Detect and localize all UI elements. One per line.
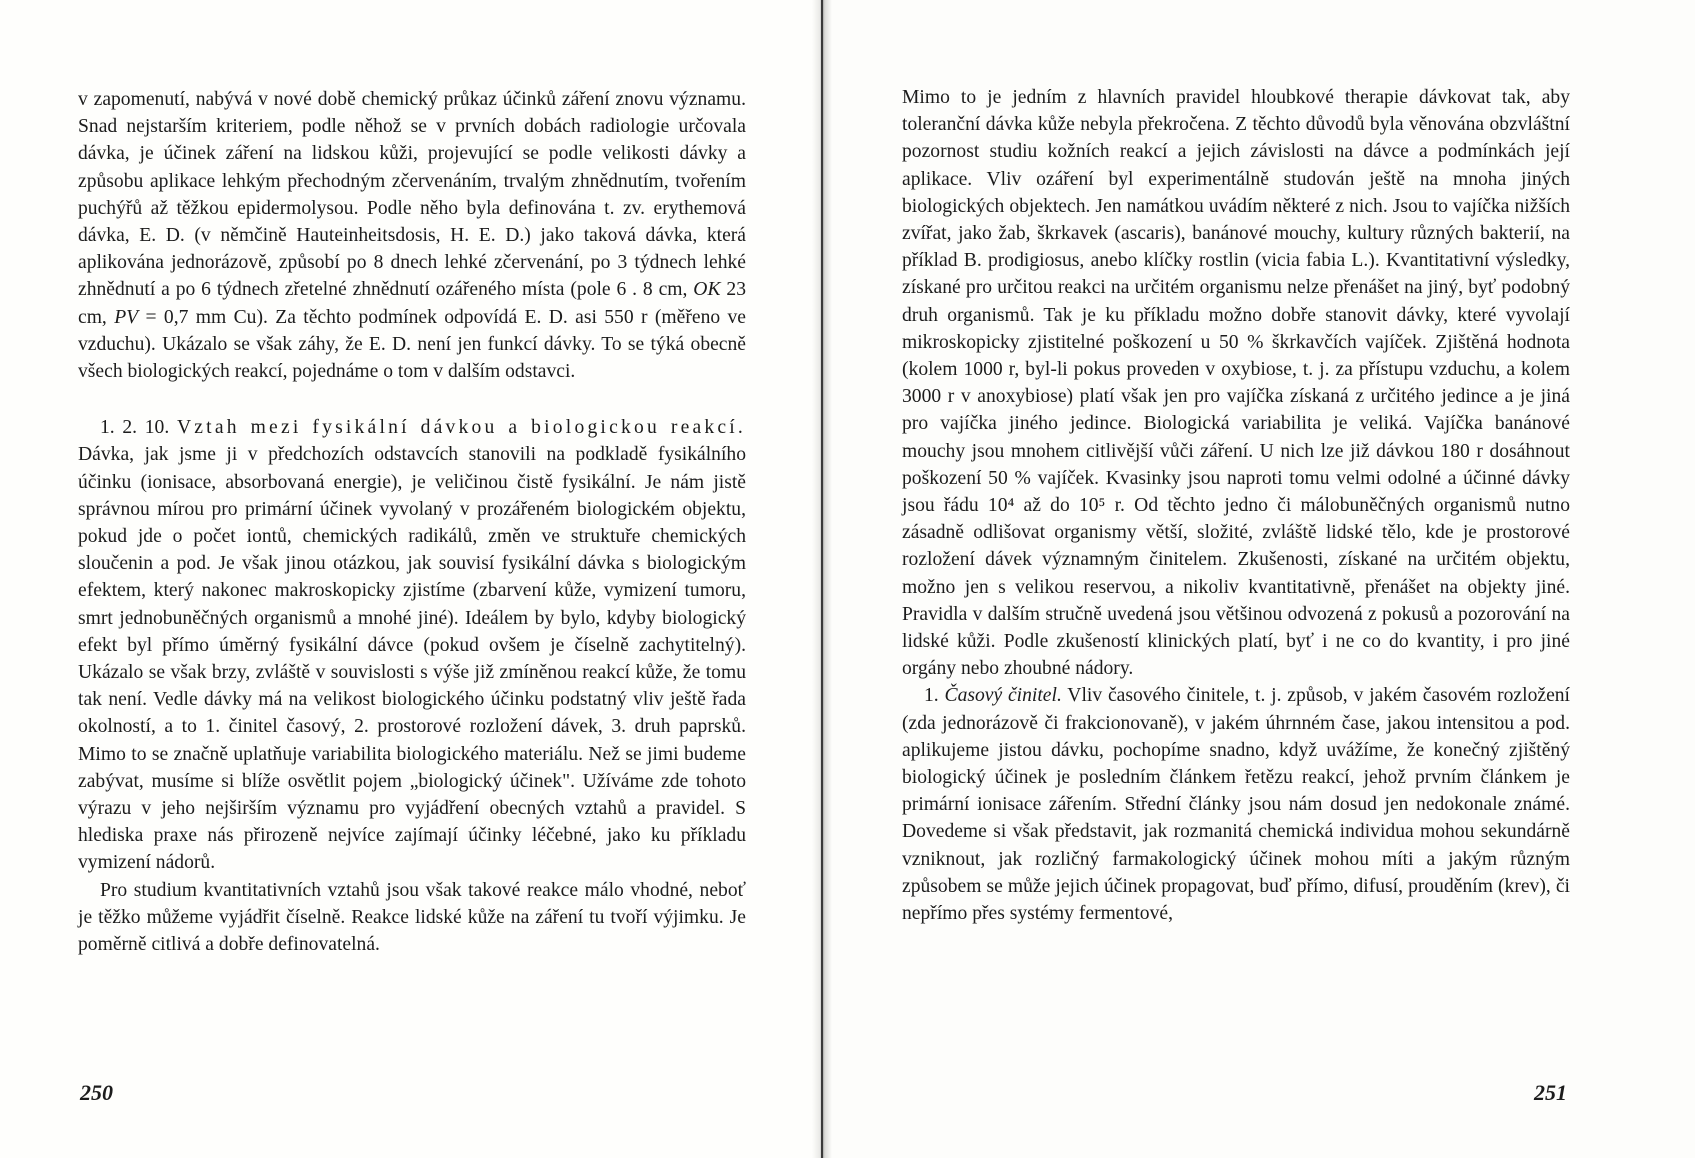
paragraph bbox=[78, 86, 746, 385]
section-heading: Vztah mezi fysikální dávkou a biologickou reakcí. bbox=[176, 417, 747, 439]
page-number: 250 bbox=[80, 1080, 113, 1105]
text-segment: 1. 2. 10. bbox=[100, 417, 177, 439]
right-page-text bbox=[902, 84, 1570, 927]
section-paragraph bbox=[78, 414, 746, 876]
text-segment: 1. bbox=[924, 685, 945, 707]
page-number: 251 bbox=[1534, 1080, 1567, 1105]
italic-text: OK bbox=[693, 279, 721, 301]
text-segment: Mimo to je jedním z hlavních pravidel hloubkové therapie dávkovat tak, aby toleranční dávka kůže nebyla překročena. Z těchto důvodů byla věnována obzvláštní pozornost studiu kožních reakcí a jejich závislosti na dávce a podmínkách její aplikace. Vliv ozáření byl experimentálně studován ještě na mnoha jiných biologických objektech. Jen namátkou uvádím některé z nich. Jsou to vajíčka nižších zvířat, jako žab, škrkavek (ascaris), banánové mouchy, kultury různých bakterií, na příklad B. prodigiosus, anebo klíčky rostlin (vicia fabia L.). Kvantitativní výsledky, získané pro určitou reakci na určitém organismu nelze přenášet na jiný, byť podobný druh organismů. Tak je ku příkladu možno dobře stanovit dávky, které vyvolají mikroskopicky zjistitelné poškození u 50 % škrkavčích vajíček. Zjištěná hodnota (kolem 1000 r, byl-li pokus proveden v oxybiose, t. j. za přístupu vzduchu, a kolem 3000 r v anoxybiose) platí však jen pro vajíčka získaná z určitého jedince a je jiná pro vajíčka jiného jedince. Biologická variabilita je veliká. Vajíčka banánové mouchy jsou mnohem citlivější vůči záření. U nich lze již dávkou 180 r dosáhnout poškození 50 % vajíček. Kvasinky jsou naproti tomu velmi odolné a účinné dávky jsou řádu 10⁴ až do 10⁵ r. Od těchto jedno či málobuněčných organismů nutno zásadně odlišovat organismy větší, složité, zvláště lidské tělo, kde je prostorové rozložení dávek významným činitelem. Zkušenosti, získané na určitém objektu, možno jen s velikou reservou, a nikoliv kvantitativně, přenášet na objekty jiné. Pravidla v dalším stručně uvedená jsou většinou odvozená z pokusů a pozorování na lidské kůži. Podle zkušeností klinických platí, byť i ne co do kvantity, i pro jiné orgány nebo zhoubné nádory. bbox=[902, 87, 1570, 680]
text-segment: = 0,7 mm Cu). Za těchto podmínek odpovídá E. D. asi 550 r (měřeno ve vzduchu). Ukázalo se však záhy, že E. D. není jen funkcí dávky. To se týká obecně všech biologických reakcí, pojednáme o tom v dalším odstavci. bbox=[78, 306, 747, 383]
paragraph bbox=[902, 84, 1570, 682]
paragraph bbox=[78, 877, 746, 959]
left-page-text bbox=[78, 86, 746, 958]
right-page bbox=[820, 0, 1695, 1158]
italic-text: Časový činitel. bbox=[944, 685, 1062, 707]
text-segment: Dávka, jak jsme ji v předchozích odstavcích stanovili na podkladě fysikálního účinku (ionisace, absorbovaná energie), je veličinou čistě fysikální. Je nám jistě správnou mírou pro primární účinek vyvolaný v prozářeném biologickém objektu, pokud jde o počet iontů, chemických radikálů, změn ve struktuře chemických sloučenin a pod. Je však jinou otázkou, jak souvisí fysikální dávka s biologickým efektem, který nakonec makroskopicky zjistíme (zbarvení kůže, vymizení tumoru, smrt jednobuněčných organismů a mnohé jiné). Ideálem by bylo, kdyby biologický efekt byl přímo úměrný fysikální dávce (pokud ovšem je číselně zachytitelný). Ukázalo se však brzy, zvláště v souvislosti s výše již zmíněnou reakcí kůže, že tomu tak není. Vedle dávky má na velikost biologického účinku podstatný vliv ještě řada okolností, a to 1. činitel časový, 2. prostorové rozložení dávek, 3. druh paprsků. Mimo to se značně uplatňuje variabilita biologického materiálu. Než se jimi budeme zabývat, musíme si blíže osvětlit pojem „biologický účinek". Užíváme zde tohoto výrazu v jeho nejširším významu pro vyjádření obecných vztahů a pravidel. S hlediska praxe nás přirozeně nejvíce zajímají účinky léčebné, jako ku příkladu vymizení nádorů. bbox=[78, 444, 746, 874]
text-segment: Pro studium kvantitativních vztahů jsou však takové reakce málo vhodné, neboť je těžko můžeme vyjádřit číselně. Reakce lidské kůže na záření tu tvoří výjimku. Je poměrně citlivá a dobře definovatelná. bbox=[78, 879, 746, 956]
text-segment: Vliv časového činitele, t. j. způsob, v jakém časovém rozložení (zda jednorázově či frakcionovaně), v jakém úhrnném čase, jakou intensitou a pod. aplikujeme jistou dávku, pochopíme snadno, když uvážíme, že konečný zjištěný biologický účinek je posledním článkem řetězu reakcí, jehož prvním článkem je primární ionisace zářením. Střední články jsou nám dosud jen nedokonale známé. Dovedeme si však představit, jak rozmanitá chemická individua mohou sekundárně vzniknout, jak rozličný farmakologický účinek mohou míti a jakým různým způsobem se může jejich účinek propagovat, buď přímo, difusí, prouděním (krev), či nepřímo přes systémy fermentové, bbox=[902, 685, 1571, 925]
text-segment: 23 cm, bbox=[78, 279, 746, 328]
left-page bbox=[0, 0, 820, 1158]
paragraph bbox=[902, 682, 1570, 927]
italic-text: PV bbox=[114, 306, 139, 328]
gutter-fold-line bbox=[821, 0, 823, 1158]
text-segment: v zapomenutí, nabývá v nové době chemický průkaz účinků záření znovu významu. Snad nejstarším kriteriem, podle něhož se v prvních dobách radiologie určovala dávka, je účinek záření na lidskou kůži, projevující se podle velikosti dávky a způsobu aplikace lehkým přechodným zčervenáním, trvalým zhnědnutím, tvořením puchýřů až těžkou epidermolysou. Podle něho byla definována t. zv. erythemová dávka, E. D. (v němčině Hauteinheitsdosis, H. E. D.) jako taková dávka, která aplikována jednorázově, způsobí po 8 dnech lehké zčervenání, po 3 týdnech lehké zhnědnutí a po 6 týdnech zřetelné zhnědnutí ozářeného místa (pole 6 . 8 cm, bbox=[78, 89, 746, 301]
